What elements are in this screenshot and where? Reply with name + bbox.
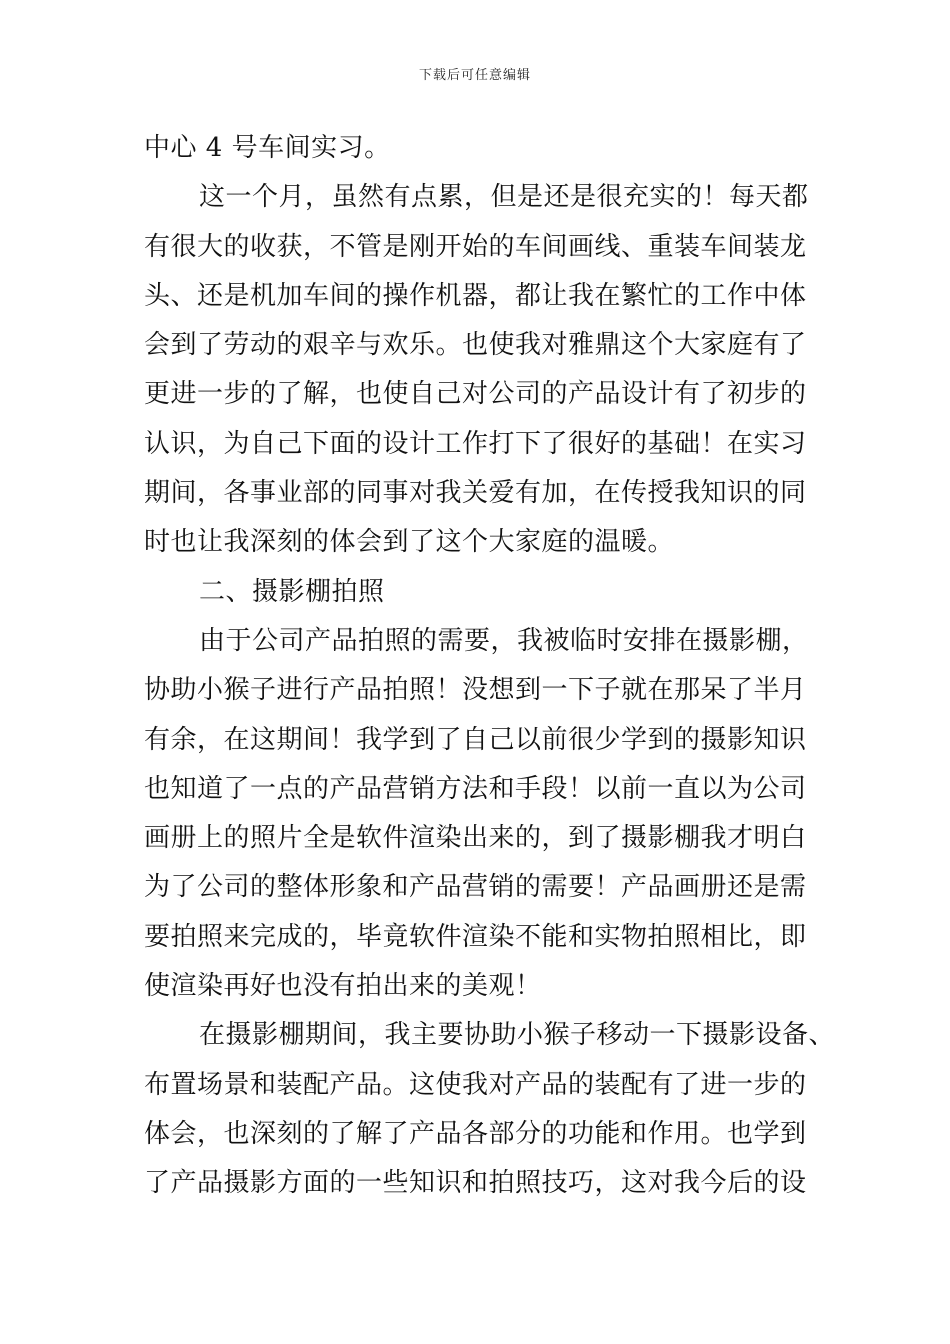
text-line: 中心 4 号车间实习。	[144, 133, 391, 163]
text-line: 有很大的收获，不管是刚开始的车间画线、重装车间装龙	[144, 231, 807, 262]
text-line: 体会，也深刻的了解了产品各部分的功能和作用。也学到	[144, 1118, 807, 1149]
text-line: 画册上的照片全是软件渲染出来的，到了摄影棚我才明白	[144, 823, 807, 854]
text-line: 了产品摄影方面的一些知识和拍照技巧，这对我今后的设	[144, 1168, 807, 1199]
text-line: 头、还是机加车间的操作机器，都让我在繁忙的工作中体	[144, 280, 807, 311]
text-line: 要拍照来完成的，毕竟软件渲染不能和实物拍照相比，即	[144, 921, 807, 952]
text-line: 认识，为自己下面的设计工作打下了很好的基础！在实习	[144, 428, 807, 459]
section-heading: 二、摄影棚拍照	[199, 576, 385, 607]
text-line: 时也让我深刻的体会到了这个大家庭的温暖。	[144, 527, 675, 558]
text-line: 协助小猴子进行产品拍照！没想到一下子就在那呆了半月	[144, 675, 807, 706]
document-body	[144, 124, 836, 1209]
text-line: 期间，各事业部的同事对我关爱有加，在传授我知识的同	[144, 478, 807, 509]
text-line: 在摄影棚期间，我主要协助小猴子移动一下摄影设备、	[199, 1020, 836, 1051]
text-line: 为了公司的整体形象和产品营销的需要！产品画册还是需	[144, 872, 807, 903]
text-line: 布置场景和装配产品。这使我对产品的装配有了进一步的	[144, 1069, 807, 1100]
page-header: 下载后可任意编辑	[418, 68, 531, 83]
text-line: 会到了劳动的艰辛与欢乐。也使我对雅鼎这个大家庭有了	[144, 330, 807, 361]
text-line: 这一个月，虽然有点累，但是还是很充实的！每天都	[199, 182, 809, 213]
text-line: 也知道了一点的产品营销方法和手段！以前一直以为公司	[144, 773, 807, 804]
text-line: 有余，在这期间！我学到了自己以前很少学到的摄影知识	[144, 724, 807, 755]
text-line: 由于公司产品拍照的需要，我被临时安排在摄影棚，	[199, 625, 809, 656]
text-line: 使渲染再好也没有拍出来的美观！	[144, 971, 542, 1002]
text-line: 更进一步的了解，也使自己对公司的产品设计有了初步的	[144, 379, 807, 410]
